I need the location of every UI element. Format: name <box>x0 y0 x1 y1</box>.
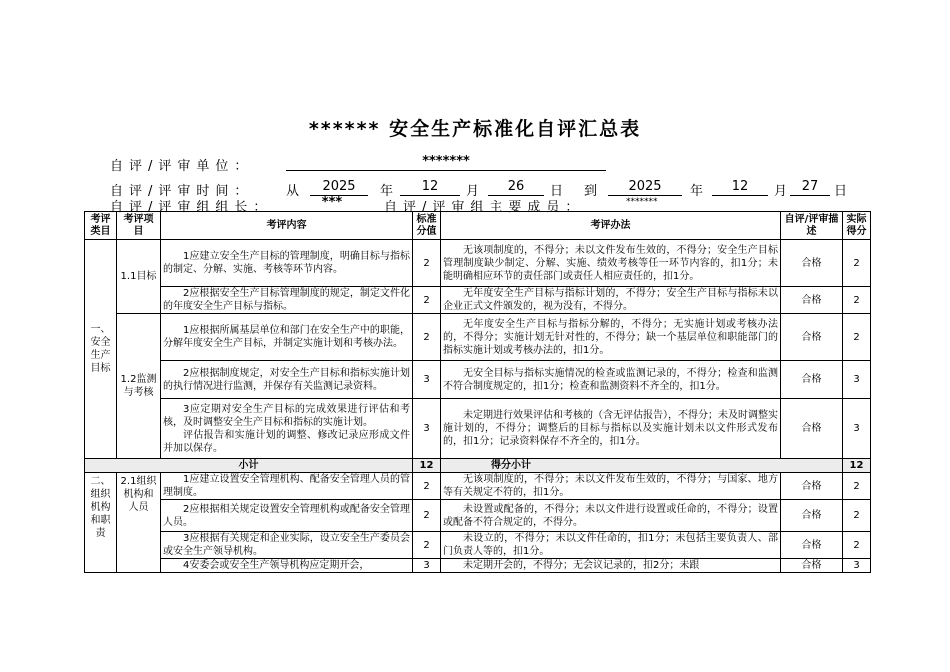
description-cell: 合格 <box>781 361 843 399</box>
content-cell: 1应建立设置安全管理机构、配备安全管理人员的管理制度。 <box>161 473 413 500</box>
actual-score-cell: 3 <box>843 399 871 459</box>
subtotal-row <box>85 459 871 473</box>
method-cell: 无安全目标与指标实施情况的检查或监测记录的，不得分；检查和监测不符合制度规定的，扣1分；检查和监测资料不齐全的，扣1分。 <box>441 361 781 399</box>
leader-field: *** <box>292 194 372 212</box>
description-cell: 合格 <box>781 559 843 573</box>
score-cell: 2 <box>413 473 441 500</box>
from-label: 从 <box>286 184 300 199</box>
leader-label: 自评/评审组组长： <box>110 200 273 215</box>
time-label: 自评/评审时间： <box>110 184 254 199</box>
to-label: 到 <box>584 184 598 199</box>
end-year-field: 2025 <box>608 178 682 196</box>
col-category: 考评类目 <box>85 212 117 240</box>
col-actual-score: 实际得分 <box>843 212 871 240</box>
content-cell <box>161 399 413 459</box>
year-label-1: 年 <box>380 184 394 199</box>
item-cell: 2.1组织机构和人员 <box>117 473 161 573</box>
category-cell: 二、组织机构和职责 <box>85 473 117 573</box>
actual-score-cell: 2 <box>843 500 871 532</box>
score-cell: 2 <box>413 314 441 361</box>
start-day-field: 26 <box>488 178 544 196</box>
table-row <box>85 473 871 500</box>
month-label-2: 月 <box>774 184 788 199</box>
score-cell: 2 <box>413 287 441 314</box>
method-cell: 未定期进行效果评估和考核的（含无评估报告），不得分；未及时调整实施计划的，不得分；调整后的目标与指标以及实施计划未以文件形式发布的，扣1分；记录资料保存不齐全的，扣1分。 <box>441 399 781 459</box>
content-text-2: 评估报告和实施计划的调整、修改记录应形成文件并加以保存。 <box>163 429 410 454</box>
score-cell: 3 <box>413 559 441 573</box>
table-row <box>85 500 871 532</box>
description-cell: 合格 <box>781 500 843 532</box>
start-month-field: 12 <box>400 178 460 196</box>
method-cell: 无该项制度的，不得分；未以文件发布生效的，不得分；与国家、地方等有关规定不符的，扣1分。 <box>441 473 781 500</box>
col-content: 考评内容 <box>161 212 413 240</box>
score-cell: 2 <box>413 532 441 559</box>
subtotal-score: 12 <box>413 459 441 473</box>
score-cell: 2 <box>413 240 441 287</box>
method-cell: 未设置或配备的，不得分；未以文件进行设置或任命的，不得分；设置或配备不符合规定的，不得分。 <box>441 500 781 532</box>
description-cell: 合格 <box>781 240 843 287</box>
description-cell: 合格 <box>781 314 843 361</box>
content-cell: 1应建立安全生产目标的管理制度，明确目标与指标的制定、分解、实施、考核等环节内容。 <box>161 240 413 287</box>
content-cell: 3应根据有关规定和企业实际，设立安全生产委员会或安全生产领导机构。 <box>161 532 413 559</box>
col-item: 考评项目 <box>117 212 161 240</box>
method-cell: 未定期开会的，不得分；无会议记录的，扣2分；未跟 <box>441 559 781 573</box>
month-label-1: 月 <box>466 184 480 199</box>
table-row <box>85 314 871 361</box>
item-cell: 1.1目标 <box>117 240 161 314</box>
table-row <box>85 532 871 559</box>
end-day-field: 27 <box>790 178 830 196</box>
table-row <box>85 240 871 287</box>
members-label: 自评/评审组主要成员： <box>384 200 585 215</box>
actual-score-cell: 2 <box>843 240 871 287</box>
method-cell: 无年度安全生产目标与指标分解的，不得分；无实施计划或考核办法的，不得分；实施计划无针对性的，不得分；缺一个基层单位和职能部门的指标实施计划或考核办法的，扣1分。 <box>441 314 781 361</box>
subtotal-label-2: 得分小计 <box>441 459 843 473</box>
col-description: 自评/评审描述 <box>781 212 843 240</box>
content-cell: 2应根据制度规定，对安全生产目标和指标实施计划的执行情况进行监测，并保存有关监测记录资料。 <box>161 361 413 399</box>
item-cell: 1.2监测与考核 <box>117 314 161 459</box>
subtotal-label: 小计 <box>85 459 413 473</box>
self-evaluation-table <box>84 211 871 573</box>
method-cell: 无该项制度的，不得分；未以文件发布生效的，不得分；安全生产目标管理制度缺少制定、分解、实施、绩效考核等任一环节内容的，扣1分；未能明确相应环节的责任部门或责任人相应责任的，扣1分。 <box>441 240 781 287</box>
description-cell: 合格 <box>781 532 843 559</box>
description-cell: 合格 <box>781 287 843 314</box>
unit-label: 自评/评审单位： <box>110 159 254 174</box>
description-cell: 合格 <box>781 473 843 500</box>
subtotal-actual: 12 <box>843 459 871 473</box>
unit-field: ******* <box>286 153 606 171</box>
year-label-2: 年 <box>690 184 704 199</box>
content-cell: 4安委会或安全生产领导机构应定期开会， <box>161 559 413 573</box>
actual-score-cell: 2 <box>843 314 871 361</box>
content-cell: 2应根据相关规定设置安全管理机构或配备安全管理人员。 <box>161 500 413 532</box>
table-row <box>85 287 871 314</box>
score-cell: 2 <box>413 500 441 532</box>
actual-score-cell: 3 <box>843 559 871 573</box>
end-month-field: 12 <box>712 178 768 196</box>
table-row <box>85 399 871 459</box>
actual-score-cell: 2 <box>843 532 871 559</box>
day-label-1: 日 <box>550 184 564 199</box>
col-method: 考评办法 <box>441 212 781 240</box>
members-field: ******* <box>626 194 712 212</box>
actual-score-cell: 2 <box>843 287 871 314</box>
col-standard-score: 标准分值 <box>413 212 441 240</box>
score-cell: 3 <box>413 399 441 459</box>
category-cell: 一、安全生产目标 <box>85 240 117 459</box>
actual-score-cell: 2 <box>843 473 871 500</box>
start-year-field: 2025 <box>310 178 368 196</box>
table-row <box>85 559 871 573</box>
actual-score-cell: 3 <box>843 361 871 399</box>
content-text: 3应定期对安全生产目标的完成效果进行评估和考核，及时调整安全生产目标和指标的实施计划。 <box>163 403 410 428</box>
method-cell: 无年度安全生产目标与指标计划的，不得分；安全生产目标与指标未以企业正式文件颁发的，视为没有，不得分。 <box>441 287 781 314</box>
day-label-2: 日 <box>834 184 848 199</box>
page-title: ****** 安全生产标准化自评汇总表 <box>308 118 642 140</box>
method-cell: 未设立的，不得分；未以文件任命的，扣1分；未包括主要负责人、部门负责人等的，扣1分。 <box>441 532 781 559</box>
score-cell: 3 <box>413 361 441 399</box>
content-cell: 2应根据安全生产目标管理制度的规定，制定文件化的年度安全生产目标与指标。 <box>161 287 413 314</box>
content-cell: 1应根据所属基层单位和部门在安全生产中的职能，分解年度安全生产目标，并制定实施计划和考核办法。 <box>161 314 413 361</box>
header-row <box>85 212 871 240</box>
table-row <box>85 361 871 399</box>
description-cell: 合格 <box>781 399 843 459</box>
